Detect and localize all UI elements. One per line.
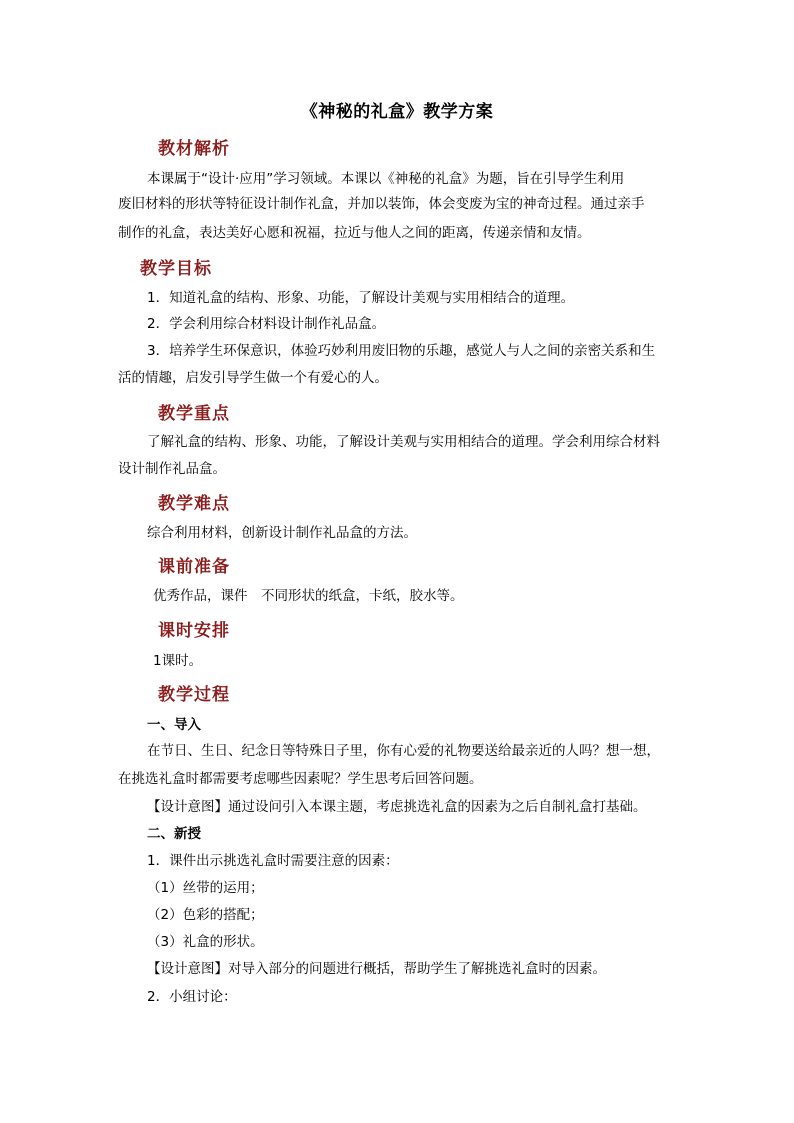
- goals-line-4: 活的情趣，启发引导学生做一个有爱心的人。: [118, 370, 388, 386]
- goals-line-3: 3．培养学生环保意识，体验巧妙利用废旧物的乐趣，感觉人与人之间的亲密关系和生: [147, 343, 656, 359]
- process-subheading-new: 二、新授: [147, 826, 201, 842]
- key-points-line-2: 设计制作礼品盒。: [118, 461, 226, 477]
- process-line-2: 在挑选礼盒时都需要考虑哪些因素呢？学生思考后回答问题。: [118, 771, 483, 787]
- process-item-1: （1）丝带的运用；: [147, 880, 264, 896]
- process-line-1: 在节日、生日、纪念日等特殊日子里，你有心爱的礼物要送给最亲近的人吗？想一想，: [147, 743, 660, 759]
- key-points-line-1: 了解礼盒的结构、形象、功能，了解设计美观与实用相结合的道理。学会利用综合材料: [147, 434, 660, 450]
- section-heading-goals: 教学目标: [140, 259, 212, 279]
- process-subheading-intro: 一、导入: [147, 717, 201, 733]
- section-heading-difficulties: 教学难点: [158, 494, 230, 514]
- process-design-intent-2: 【设计意图】对导入部分的问题进行概括，帮助学生了解挑选礼盒时的因素。: [147, 961, 606, 977]
- analysis-line-3: 制作的礼盒，表达美好心愿和祝福，拉近与他人之间的距离，传递亲情和友情。: [118, 225, 591, 241]
- process-design-intent-1: 【设计意图】通过设问引入本课主题，考虑挑选礼盒的因素为之后自制礼盒打基础。: [147, 799, 647, 815]
- analysis-line-1: 本课属于“设计·应用”学习领域。本课以《神秘的礼盒》为题，旨在引导学生利用: [147, 171, 625, 187]
- document-title: 《神秘的礼盒》教学方案: [300, 102, 494, 122]
- process-item-2: （2）色彩的搭配；: [147, 907, 264, 923]
- process-item-3: （3）礼盒的形状。: [147, 934, 264, 950]
- section-heading-analysis: 教材解析: [158, 139, 230, 159]
- process-line-4: 2．小组讨论：: [147, 989, 237, 1005]
- goals-line-1: 1．知道礼盒的结构、形象、功能，了解设计美观与实用相结合的道理。: [147, 290, 575, 306]
- schedule-line-1: 1课时。: [153, 653, 203, 669]
- preparation-line-1: 优秀作品，课件 不同形状的纸盒，卡纸，胶水等。: [153, 588, 464, 604]
- section-heading-preparation: 课前准备: [158, 557, 230, 577]
- section-heading-process: 教学过程: [158, 685, 230, 705]
- difficulties-line-1: 综合利用材料，创新设计制作礼品盒的方法。: [147, 525, 417, 541]
- section-heading-key-points: 教学重点: [158, 404, 230, 424]
- section-heading-schedule: 课时安排: [158, 621, 230, 641]
- process-line-3: 1．课件出示挑选礼盒时需要注意的因素：: [147, 853, 399, 869]
- analysis-line-2: 废旧材料的形状等特征设计制作礼盒，并加以装饰，体会变废为宝的神奇过程。通过亲手: [118, 196, 645, 212]
- goals-line-2: 2．学会利用综合材料设计制作礼品盒。: [147, 316, 386, 332]
